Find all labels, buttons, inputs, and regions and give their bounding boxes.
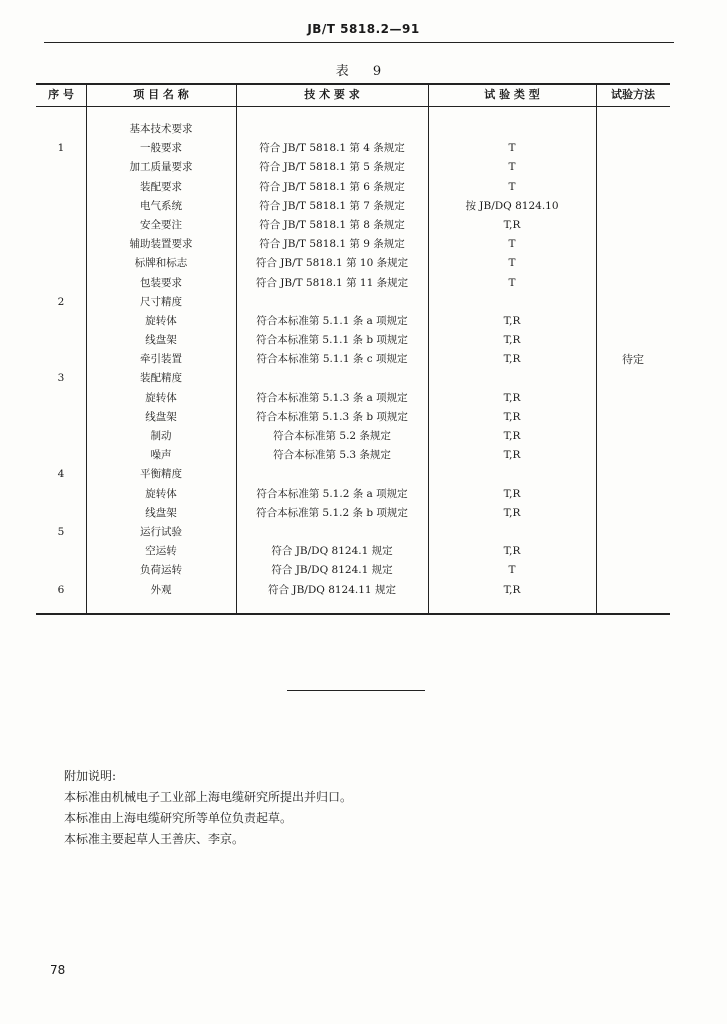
technical-requirement: 符合本标准第 5.1.1 条 a 项规定 — [256, 314, 408, 327]
table-body — [36, 120, 670, 600]
document-code: JB/T 5818.2—91 — [307, 22, 420, 36]
note-line: 本标准主要起草人王善庆、李京。 — [64, 832, 245, 846]
table-row — [36, 427, 670, 446]
item-name: 噪声 — [150, 449, 172, 462]
item-name: 线盘架 — [145, 334, 177, 347]
item-name: 平衡精度 — [140, 468, 182, 481]
test-type: 按 JB/DQ 8124.10 — [465, 199, 559, 212]
technical-requirement: 符合 JB/T 5818.1 第 4 条规定 — [259, 142, 405, 155]
item-name: 标牌和标志 — [134, 257, 188, 270]
item-name: 加工质量要求 — [129, 161, 193, 174]
table-row — [36, 389, 670, 408]
item-name: 旋转体 — [145, 314, 177, 327]
technical-requirement: 符合 JB/T 5818.1 第 11 条规定 — [255, 276, 409, 289]
technical-requirement: 符合本标准第 5.1.1 条 c 项规定 — [256, 353, 408, 366]
notes-heading: 附加说明: — [64, 769, 117, 783]
technical-requirement: 符合本标准第 5.1.2 条 b 项规定 — [256, 506, 408, 519]
table-title: 表 9 — [335, 64, 392, 79]
table-row — [36, 350, 670, 369]
technical-requirement: 符合 JB/T 5818.1 第 7 条规定 — [259, 199, 405, 212]
table-row — [36, 561, 670, 580]
column-header-no: 序 号 — [48, 88, 74, 101]
item-name: 一般要求 — [140, 142, 182, 155]
page-number: 78 — [50, 963, 66, 977]
table-row — [36, 369, 670, 388]
technical-requirement: 符合本标准第 5.1.3 条 a 项规定 — [256, 391, 408, 404]
item-name: 旋转体 — [145, 487, 177, 500]
table-row — [36, 254, 670, 273]
table-row — [36, 581, 670, 600]
note-line: 本标准由机械电子工业部上海电缆研究所提出并归口。 — [64, 790, 353, 804]
row-number: 1 — [57, 142, 65, 155]
table-row — [36, 523, 670, 542]
table-row — [36, 216, 670, 235]
table-row — [36, 139, 670, 158]
technical-requirement: 符合 JB/T 5818.1 第 9 条规定 — [259, 238, 405, 251]
technical-requirement: 符合本标准第 5.1.3 条 b 项规定 — [256, 410, 408, 423]
table-row — [36, 274, 670, 293]
row-number: 4 — [57, 468, 65, 481]
item-name: 空运转 — [145, 545, 177, 558]
technical-requirement: 符合本标准第 5.1.1 条 b 项规定 — [256, 334, 408, 347]
table-row — [36, 197, 670, 216]
row-number: 2 — [57, 295, 65, 308]
technical-requirement: 符合 JB/T 5818.1 第 5 条规定 — [259, 161, 405, 174]
item-name: 线盘架 — [145, 506, 177, 519]
table-header-rule — [36, 106, 670, 107]
item-name: 运行试验 — [140, 525, 182, 538]
test-type: T,R — [503, 430, 521, 442]
test-type: T — [508, 564, 516, 577]
technical-requirement: 符合 JB/T 5818.1 第 10 条规定 — [255, 257, 409, 270]
test-type: T — [508, 238, 516, 251]
table-row — [36, 120, 670, 139]
test-type: T,R — [503, 545, 521, 558]
test-type: T,R — [503, 449, 521, 462]
item-name: 电气系统 — [140, 199, 182, 212]
item-name: 负荷运转 — [140, 564, 182, 577]
row-number: 6 — [57, 583, 65, 596]
end-rule — [287, 690, 425, 691]
column-header-test-type: 试 验 类 型 — [484, 88, 540, 101]
table-row — [36, 485, 670, 504]
header-rule — [44, 42, 674, 43]
item-name: 辅助装置要求 — [129, 238, 193, 251]
table-row — [36, 542, 670, 561]
table-row — [36, 446, 670, 465]
item-name: 基本技术要求 — [129, 123, 193, 135]
table-row — [36, 178, 670, 197]
spec-table — [36, 83, 670, 615]
column-header-requirement: 技 术 要 求 — [304, 88, 360, 101]
item-name: 包装要求 — [140, 276, 182, 289]
table-row — [36, 312, 670, 331]
test-type: T,R — [503, 410, 521, 423]
technical-requirement: 符合 JB/T 5818.1 第 6 条规定 — [259, 180, 405, 193]
item-name: 旋转体 — [145, 391, 177, 404]
item-name: 外观 — [150, 583, 172, 596]
technical-requirement: 符合本标准第 5.1.2 条 a 项规定 — [256, 487, 408, 500]
technical-requirement: 符合 JB/T 5818.1 第 8 条规定 — [259, 218, 405, 231]
technical-requirement: 符合本标准第 5.3 条规定 — [273, 449, 391, 462]
test-type: T,R — [503, 334, 521, 347]
table-bottom-rule — [36, 613, 670, 615]
test-type: T,R — [503, 218, 521, 231]
technical-requirement: 符合 JB/DQ 8124.11 规定 — [268, 583, 396, 596]
test-type: T,R — [503, 314, 521, 327]
test-type: T,R — [503, 391, 521, 404]
table-row — [36, 293, 670, 312]
item-name: 装配精度 — [140, 372, 182, 385]
table-row — [36, 504, 670, 523]
technical-requirement: 符合本标准第 5.2 条规定 — [273, 430, 391, 442]
test-type: T,R — [503, 487, 521, 500]
row-number: 3 — [57, 372, 65, 385]
note-line: 本标准由上海电缆研究所等单位负责起草。 — [64, 811, 293, 825]
test-type: T,R — [503, 583, 521, 596]
table-row — [36, 465, 670, 484]
item-name: 牵引装置 — [140, 353, 182, 366]
column-header-item: 项 目 名 称 — [133, 88, 189, 101]
test-type: T — [508, 142, 516, 155]
item-name: 安全要注 — [140, 218, 182, 231]
table-row — [36, 158, 670, 177]
test-type: T,R — [503, 353, 521, 366]
technical-requirement: 符合 JB/DQ 8124.1 规定 — [271, 545, 393, 558]
test-type: T,R — [503, 506, 521, 519]
item-name: 尺寸精度 — [140, 295, 182, 308]
test-type: T — [508, 257, 516, 270]
table-top-rule — [36, 83, 670, 85]
additional-notes — [64, 766, 352, 850]
technical-requirement: 符合 JB/DQ 8124.1 规定 — [271, 564, 393, 577]
test-type: T — [508, 161, 516, 174]
table-row — [36, 235, 670, 254]
table-row — [36, 331, 670, 350]
test-type: T — [508, 180, 516, 193]
item-name: 制动 — [150, 430, 172, 442]
item-name: 线盘架 — [145, 410, 177, 423]
test-method-value: 待定 — [622, 353, 644, 366]
test-type: T — [508, 276, 516, 289]
table-row — [36, 408, 670, 427]
column-header-test-method: 试验方法 — [611, 88, 655, 101]
row-number: 5 — [57, 525, 65, 538]
item-name: 装配要求 — [140, 180, 182, 193]
